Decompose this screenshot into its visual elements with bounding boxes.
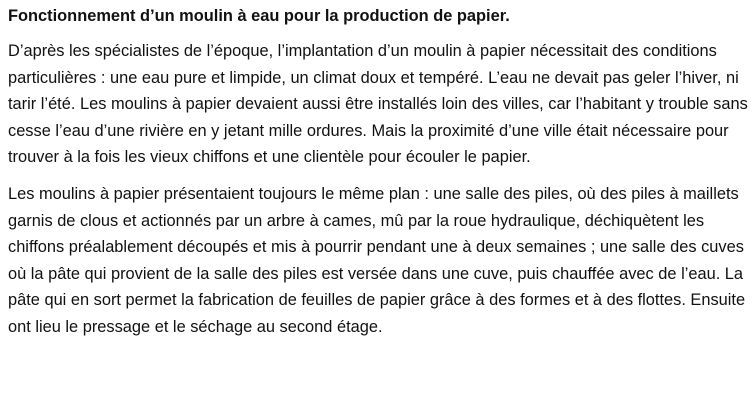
- paragraph-1: D’après les spécialistes de l’époque, l’implantation d’un moulin à papier nécessitait des conditions particulières : une eau pure et limpide, un climat doux et tempéré. L’eau ne devait pas geler l’hiver, ni tarir l’été. Les moulins à papier devaient aussi être installés loin des villes, car l’habitant y trouble sans cesse l’eau d’une rivière en y jetant mille ordures. Mais la proximité d’une ville était nécessaire pour trouver à la fois les vieux chiffons et une clientèle pour écouler le papier.: [8, 42, 748, 167]
- paragraph-2: Les moulins à papier présentaient toujours le même plan : une salle des piles, où des piles à maillets garnis de clous et actionnés par un arbre à cames, mû par la roue hydraulique, déchiquètent les chiffons préalablement découpés et mis à pourrir pendant une à deux semaines ; une salle des cuves où la pâte qui provient de la salle des piles est versée dans une cuve, puis chauffée avec de l’eau. La pâte qui en sort permet la fabrication de feuilles de papier grâce à des formes et à des flottes. Ensuite ont lieu le pressage et le séchage au second étage.: [8, 184, 746, 336]
- document-title: Fonctionnement d’un moulin à eau pour la production de papier.: [8, 7, 510, 25]
